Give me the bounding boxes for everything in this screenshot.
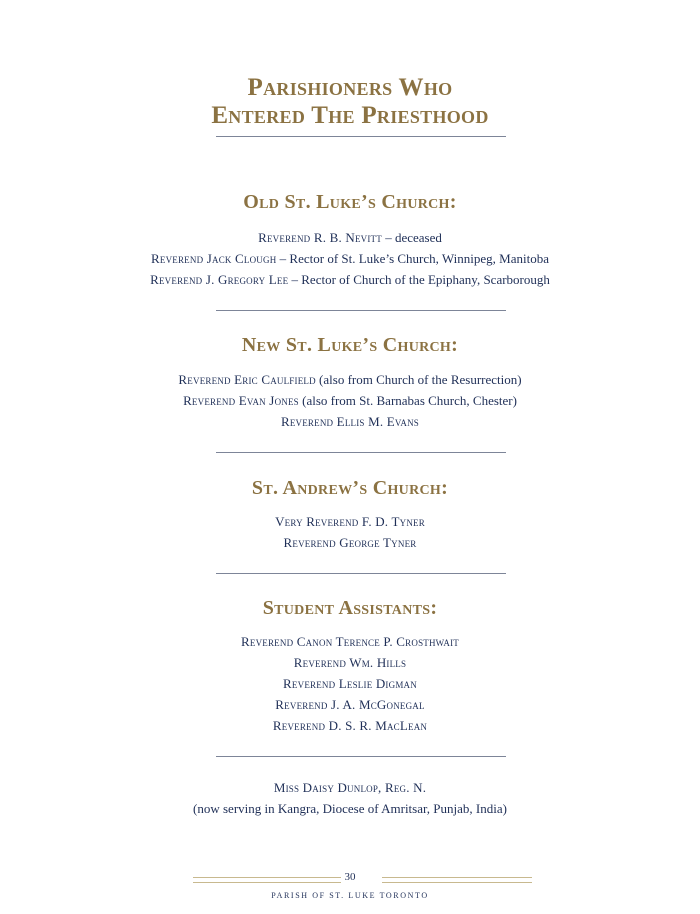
name-list-st-andrews <box>0 511 700 553</box>
closing-note: (now serving in Kangra, Diocese of Amritsar, Punjab, India) <box>193 801 507 816</box>
closing-name: Miss Daisy Dunlop, Reg. N. <box>273 780 427 795</box>
person-name: Reverend J. A. McGonegal <box>275 697 425 712</box>
divider <box>216 573 506 574</box>
list-item <box>0 631 700 652</box>
person-name: Reverend Canon Terence P. Crosthwait <box>241 634 459 649</box>
person-name: Reverend R. B. Nevitt <box>258 230 382 245</box>
section-heading-student-assistants: Student Assistants: <box>262 597 438 619</box>
person-note: (also from St. Barnabas Church, Chester) <box>298 393 517 408</box>
list-item <box>0 715 700 736</box>
person-name: Very Reverend F. D. Tyner <box>275 514 425 529</box>
divider <box>216 136 506 137</box>
list-item <box>0 532 700 553</box>
list-item <box>0 694 700 715</box>
person-note: – deceased <box>381 230 442 245</box>
person-note: – Rector of St. Luke’s Church, Winnipeg, Manitoba <box>276 251 549 266</box>
name-list-student-assistants <box>0 631 700 736</box>
list-item <box>0 248 700 269</box>
person-note: (also from Church of the Resurrection) <box>315 372 522 387</box>
page-title-line-2: Entered The Priesthood <box>211 102 489 129</box>
list-item <box>0 652 700 673</box>
list-item <box>0 369 700 390</box>
name-list-new-st-lukes <box>0 369 700 432</box>
list-item <box>0 269 700 290</box>
person-name: Reverend Evan Jones <box>183 393 299 408</box>
section-heading-new-st-lukes: New St. Luke’s Church: <box>241 334 459 356</box>
page-title-line-1: Parishioners Who <box>247 74 453 101</box>
person-name: Reverend D. S. R. MacLean <box>272 718 428 733</box>
list-item <box>0 673 700 694</box>
person-name: Reverend J. Gregory Lee <box>150 272 289 287</box>
person-note: – Rector of Church of the Epiphany, Scarborough <box>288 272 550 287</box>
page-number: 30 <box>344 871 356 883</box>
list-item <box>0 227 700 248</box>
list-item <box>0 511 700 532</box>
person-name: Reverend George Tyner <box>283 535 417 550</box>
person-name: Reverend Wm. Hills <box>293 655 407 670</box>
person-name: Reverend Ellis M. Evans <box>280 414 420 429</box>
divider <box>216 756 506 757</box>
name-list-old-st-lukes <box>0 227 700 290</box>
person-name: Reverend Jack Clough <box>151 251 277 266</box>
section-heading-st-andrews: St. Andrew’s Church: <box>251 477 449 499</box>
person-name: Reverend Leslie Digman <box>283 676 417 691</box>
section-heading-old-st-lukes: Old St. Luke’s Church: <box>243 191 457 213</box>
closing-entry <box>0 777 700 819</box>
divider <box>216 310 506 311</box>
person-name: Reverend Eric Caulfield <box>178 372 316 387</box>
list-item <box>0 390 700 411</box>
footer-parish-name: PARISH OF ST. LUKE TORONTO <box>271 891 429 900</box>
divider <box>216 452 506 453</box>
list-item <box>0 411 700 432</box>
